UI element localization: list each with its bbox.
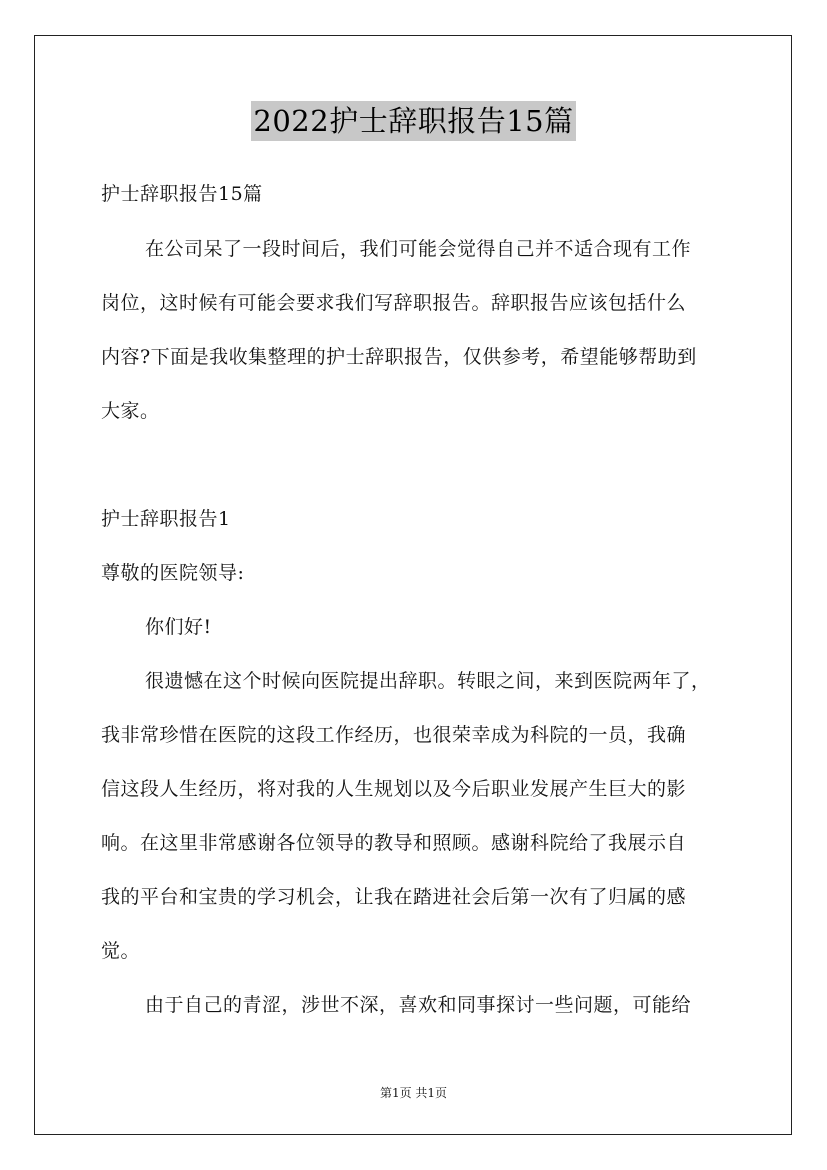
body-line-1: 很遗憾在这个时候向医院提出辞职。转眼之间，来到医院两年了，: [145, 670, 711, 692]
intro-line-2: 岗位，这时候有可能会要求我们写辞职报告。辞职报告应该包括什么: [101, 292, 687, 314]
intro-line-4: 大家。: [101, 400, 160, 422]
body-line-6: 觉。: [101, 940, 141, 962]
title-wrap: [0, 101, 827, 141]
body-line-2: 我非常珍惜在医院的这段工作经历，也很荣幸成为科院的一员，我确: [101, 724, 687, 746]
salutation: 尊敬的医院领导:: [101, 562, 245, 584]
greeting: 你们好!: [145, 616, 212, 638]
document-title: 2022护士辞职报告15篇: [251, 101, 575, 141]
intro-line-3: 内容?下面是我收集整理的护士辞职报告，仅供参考，希望能够帮助到: [101, 346, 697, 368]
body-line-5: 我的平台和宝贵的学习机会，让我在踏进社会后第一次有了归属的感: [101, 886, 687, 908]
intro-line-1: 在公司呆了一段时间后，我们可能会觉得自己并不适合现有工作: [145, 238, 692, 260]
body-line-4: 响。在这里非常感谢各位领导的教导和照顾。感谢科院给了我展示自: [101, 832, 687, 854]
body-line-7: 由于自己的青涩，涉世不深，喜欢和同事探讨一些问题，可能给: [145, 994, 692, 1016]
section-title: 护士辞职报告1: [101, 508, 231, 530]
body-line-3: 信这段人生经历，将对我的人生规划以及今后职业发展产生巨大的影: [101, 778, 687, 800]
page-footer: 第1页 共1页: [379, 1086, 448, 1100]
document-subtitle: 护士辞职报告15篇: [101, 183, 263, 205]
